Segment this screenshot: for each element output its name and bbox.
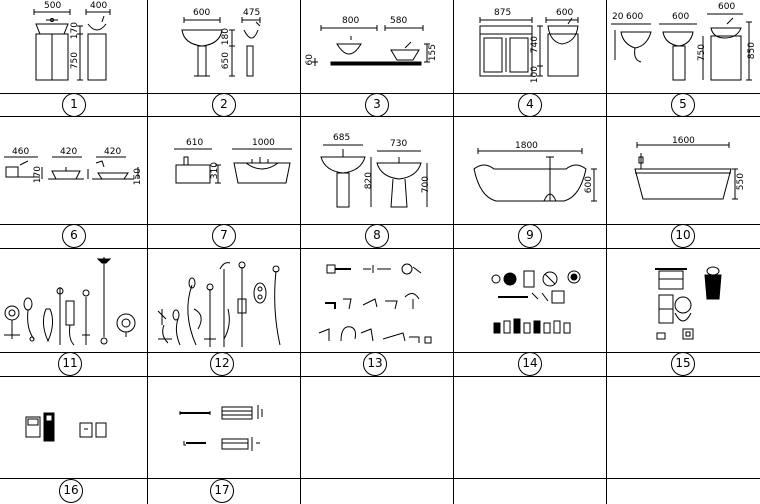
grid-hline — [0, 478, 760, 479]
faucet-set-drawing — [301, 249, 453, 352]
shower-fittings-drawing — [0, 249, 147, 352]
dim-label: 600 — [626, 12, 644, 22]
cell-number-label: 17 — [210, 479, 234, 503]
cell-number-label: 13 — [363, 352, 387, 376]
cell-number-label: 6 — [62, 224, 86, 248]
cell-number-label: 4 — [518, 93, 542, 117]
dim-label: 875 — [494, 8, 512, 18]
freestanding-bathtub-drawing — [454, 117, 606, 224]
cell-number-label: 2 — [212, 93, 236, 117]
dim-label: 500 — [44, 1, 62, 11]
dim-label: 600 — [584, 176, 594, 194]
undermount-sink-drawing — [148, 117, 300, 224]
dim-label: 800 — [342, 16, 360, 26]
dim-label: 1000 — [252, 138, 275, 148]
cell-number-label: 8 — [365, 224, 389, 248]
dim-label: 100 — [530, 66, 540, 84]
dim-label: 850 — [747, 42, 757, 60]
cell-number-label: 5 — [671, 93, 695, 117]
dim-label: 460 — [12, 147, 30, 157]
cell-number-label: 10 — [671, 224, 695, 248]
dim-label: 650 — [221, 52, 231, 70]
bath-accessories-drawing — [454, 249, 606, 352]
cell-number-label: 3 — [365, 93, 389, 117]
cell-number-label: 12 — [210, 352, 234, 376]
dim-label: 700 — [421, 176, 431, 194]
dim-label: 750 — [70, 52, 80, 70]
dim-label: 310 — [210, 162, 220, 180]
dim-label: 1600 — [672, 136, 695, 146]
dim-label: 155 — [428, 44, 438, 62]
pedestal-sink-drawing — [301, 117, 453, 224]
dim-label: 730 — [390, 139, 408, 149]
dim-label: 600 — [672, 12, 690, 22]
dim-label: 180 — [221, 28, 231, 46]
dim-label: 420 — [60, 147, 78, 157]
dim-label: 1800 — [515, 141, 538, 151]
dim-label: 60 — [305, 54, 315, 66]
pedestal-basin-drawing — [148, 0, 300, 93]
dim-label: 400 — [90, 1, 108, 11]
vessel-basin-drawing — [0, 117, 147, 224]
towel-rack-drawing — [148, 377, 300, 478]
towel-holder-drawing — [607, 249, 760, 352]
dim-label: 550 — [736, 173, 746, 191]
dim-label: 420 — [104, 147, 122, 157]
cell-number-label: 14 — [518, 352, 542, 376]
dim-label: 170 — [70, 22, 80, 40]
dim-label: 20 — [612, 12, 624, 22]
cell-number-label: 11 — [58, 352, 82, 376]
dim-label: 580 — [390, 16, 408, 26]
dim-label: 750 — [697, 44, 707, 62]
dim-label: 600 — [556, 8, 574, 18]
dispenser-drawing — [0, 377, 147, 478]
cell-number-label: 9 — [518, 224, 542, 248]
dim-label: 610 — [186, 138, 204, 148]
dim-label: 600 — [718, 2, 736, 12]
cell-number-label: 7 — [212, 224, 236, 248]
dim-label: 475 — [243, 8, 261, 18]
dim-label: 740 — [530, 36, 540, 54]
modern-bathtub-drawing — [607, 117, 760, 224]
cell-number-label: 1 — [62, 93, 86, 117]
vanity-basin-drawing — [0, 0, 147, 93]
dim-label: 820 — [364, 172, 374, 190]
dim-label: 150 — [133, 168, 143, 186]
cell-number-label: 15 — [671, 352, 695, 376]
cell-number-label: 16 — [59, 479, 83, 503]
dim-label: 600 — [193, 8, 211, 18]
dim-label: 685 — [333, 133, 351, 143]
dim-label: 170 — [33, 166, 43, 184]
shower-column-drawing — [148, 249, 300, 352]
